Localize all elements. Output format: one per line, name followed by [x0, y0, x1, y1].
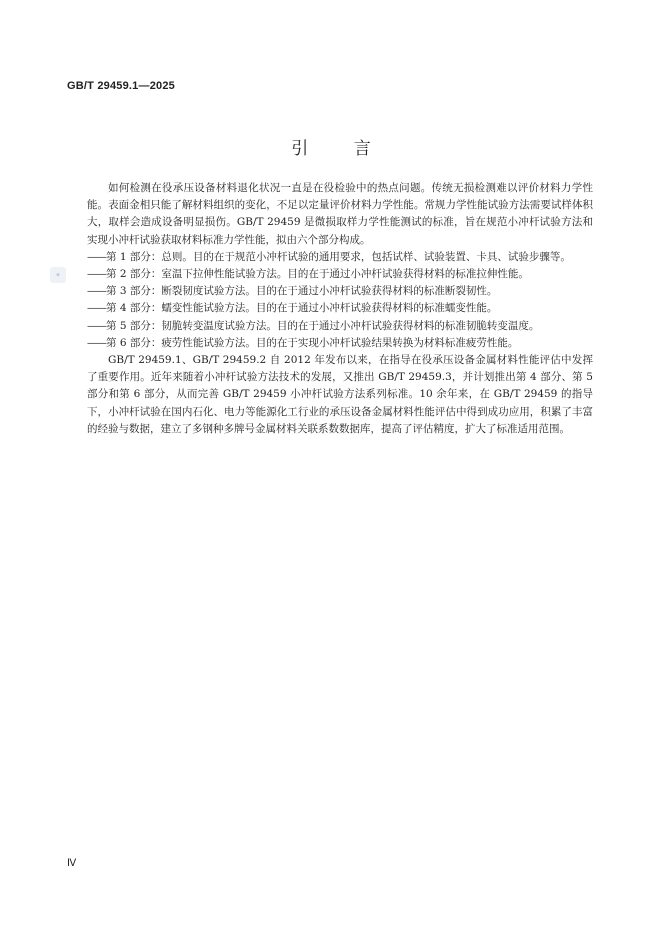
list-item-text: 第 1 部分：总则。目的在于规范小冲杆试验的通用要求，包括试样、试验装置、卡具、试验步骤等。 — [106, 250, 571, 263]
list-item-text: 第 2 部分：室温下拉伸性能试验方法。目的在于通过小冲杆试验获得材料的标准拉伸性能。 — [106, 268, 529, 281]
standard-code: GB/T 29459.1—2025 — [67, 80, 175, 92]
list-item — [87, 249, 593, 266]
list-dash: —— — [87, 250, 106, 263]
page-number: Ⅳ — [67, 858, 77, 869]
list-dash: —— — [87, 268, 106, 281]
list-dash: —— — [87, 319, 106, 332]
closing-paragraph: GB/T 29459.1、GB/T 29459.2 自 2012 年发布以来，在指导在役承压设备金属材料性能评估中发挥了重要作用。近年来随着小冲杆试验方法技术的发展，又推出 GB/T 29459.3，并计划推出第 4 部分、第 5 部分和第 6 部分，从而完善 GB/T 29459 小冲杆试验方法系列标准。10 余年来，在 GB/T 29459 的指导下，小冲杆试验在国内石化、电力等能源化工行业的承压设备金属材料性能评估中得到成功应用，积累了丰富的经验与数据，建立了多钢种多牌号金属材料关联系数数据库，提高了评估精度，扩大了标准适用范围。 — [87, 354, 593, 435]
list-dash: —— — [87, 336, 106, 349]
list-item — [87, 266, 593, 283]
list-item — [87, 318, 593, 335]
list-item — [87, 335, 593, 352]
document-body — [87, 180, 593, 438]
intro-paragraph: 如何检测在役承压设备材料退化状况一直是在役检验中的热点问题。传统无损检测难以评价材料力学性能。表面金相只能了解材料组织的变化，不足以定量评价材料力学性能。常规力学性能试验方法需要试样体积大，取样会造成设备明显损伤。GB/T 29459 是微损取样力学性能测试的标准，旨在规范小冲杆试验方法和实现小冲杆试验获取材料标准力学性能，拟由六个部分构成。 — [87, 182, 593, 246]
list-item-text: 第 6 部分：疲劳性能试验方法。目的在于实现小冲杆试验结果转换为材料标准疲劳性能。 — [106, 336, 519, 349]
page-title: 引 言 — [291, 139, 391, 159]
list-item-text: 第 3 部分：断裂韧度试验方法。目的在于通过小冲杆试验获得材料的标准断裂韧性。 — [106, 285, 498, 298]
list-item — [87, 283, 593, 300]
list-dash: —— — [87, 285, 106, 298]
watermark-stamp-icon: ◆ — [50, 267, 66, 283]
list-item-text: 第 4 部分：蠕变性能试验方法。目的在于通过小冲杆试验获得材料的标准蠕变性能。 — [106, 302, 498, 315]
list-dash: —— — [87, 302, 106, 315]
list-item — [87, 300, 593, 317]
list-item-text: 第 5 部分：韧脆转变温度试验方法。目的在于通过小冲杆试验获得材料的标准韧脆转变温度。 — [106, 319, 540, 332]
parts-list — [87, 249, 593, 352]
